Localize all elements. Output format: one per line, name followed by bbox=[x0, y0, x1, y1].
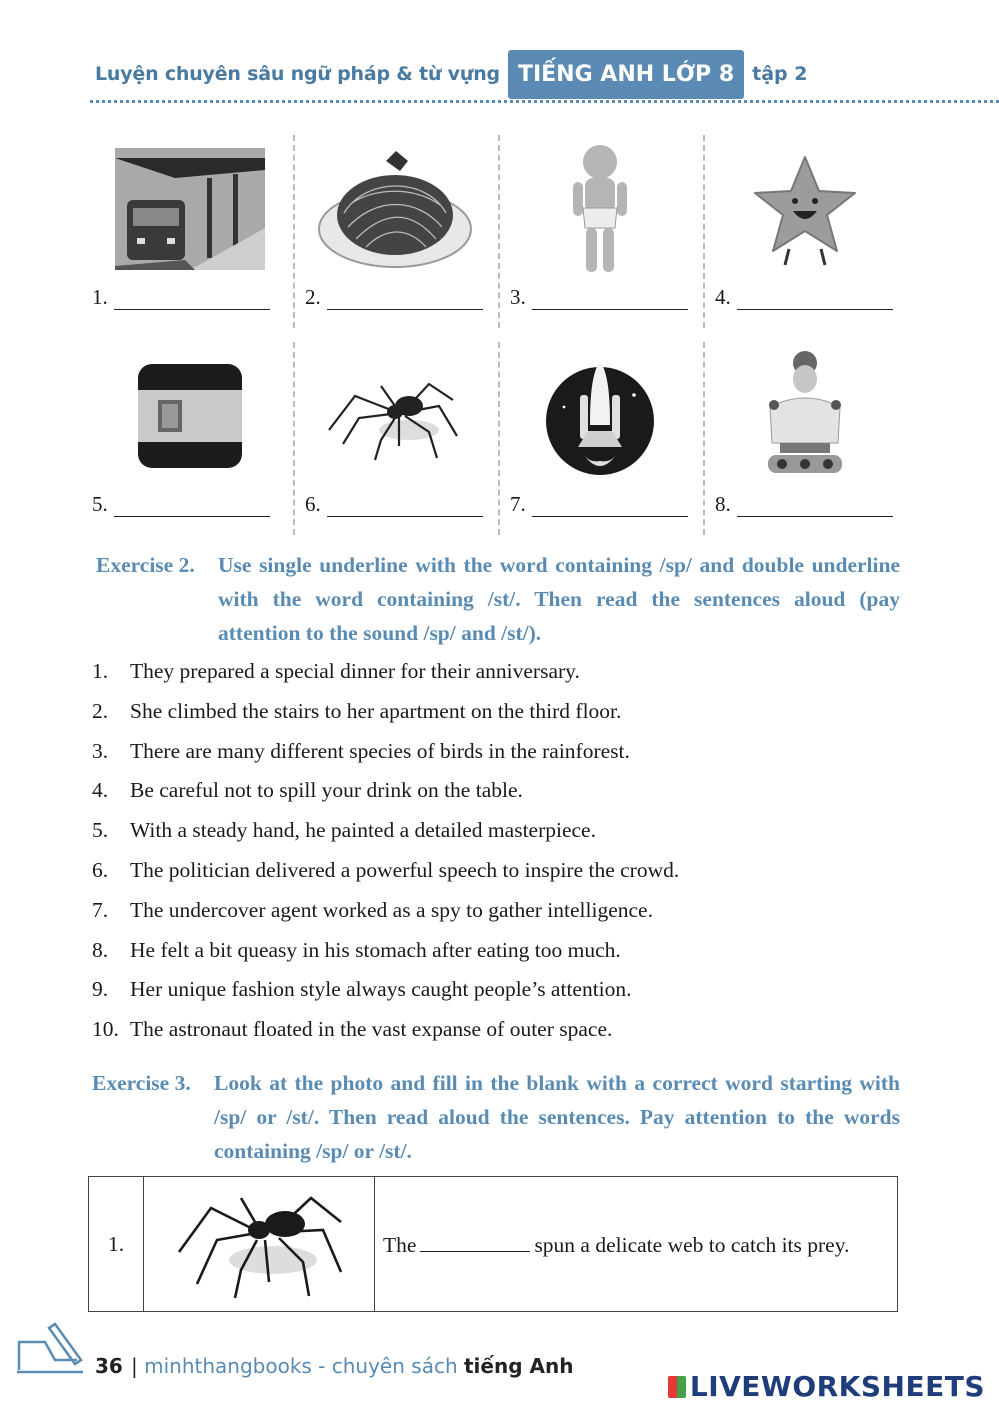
liveworksheets-watermark bbox=[668, 1370, 985, 1403]
spaghetti-icon bbox=[315, 139, 475, 279]
sentence-text: Be careful not to spill your drink on the table. bbox=[130, 778, 523, 803]
picture-cell bbox=[90, 342, 295, 549]
item-number: 8. bbox=[715, 492, 731, 516]
book-title-badge: TIẾNG ANH LỚP 8 bbox=[508, 50, 744, 99]
answer-blank[interactable] bbox=[737, 287, 893, 310]
brand-text: minhthangbooks - chuyên sách bbox=[144, 1354, 458, 1378]
list-item bbox=[92, 851, 679, 891]
list-item bbox=[92, 732, 679, 772]
spider-icon bbox=[145, 1178, 373, 1304]
answer-blank[interactable] bbox=[114, 287, 270, 310]
sentence-text: With a steady hand, he painted a detailed masterpiece. bbox=[130, 818, 596, 843]
picture-cell bbox=[500, 135, 705, 342]
sentence-number: 3. bbox=[92, 738, 109, 763]
sentence-start: The bbox=[383, 1232, 417, 1257]
answer-blank[interactable] bbox=[532, 494, 688, 517]
sentence-text: Her unique fashion style always caught people’s attention. bbox=[130, 977, 632, 1002]
statue-icon bbox=[725, 346, 885, 486]
answer-line bbox=[715, 492, 893, 517]
baby-icon bbox=[520, 139, 680, 279]
sentence-number: 4. bbox=[92, 778, 109, 803]
sentence-number: 9. bbox=[92, 977, 109, 1002]
exercise2-instruction: Use single underline with the word containing /sp/ and double underline with the word containing /st/. Then read the sentences aloud (pay attention to the sound /sp/ and /st/). bbox=[218, 553, 900, 645]
item-number: 4. bbox=[715, 285, 731, 309]
picture-cell bbox=[500, 342, 705, 549]
exercise2-label: Exercise 2. bbox=[96, 553, 195, 577]
train-station-icon bbox=[110, 139, 270, 279]
answer-blank[interactable] bbox=[532, 287, 688, 310]
list-item bbox=[92, 771, 679, 811]
sentence-number: 7. bbox=[92, 897, 109, 922]
picture-cell bbox=[295, 135, 500, 342]
exercise3-heading bbox=[92, 1066, 900, 1171]
sentence-number: 2. bbox=[92, 698, 109, 723]
picture-cell bbox=[705, 342, 910, 549]
answer-line bbox=[510, 285, 688, 310]
answer-line bbox=[305, 492, 483, 517]
sentence-text: The politician delivered a powerful speech to inspire the crowd. bbox=[130, 857, 680, 882]
page-header bbox=[95, 46, 807, 102]
item-number: 7. bbox=[510, 492, 526, 516]
picture-cell bbox=[705, 135, 910, 342]
item-number: 2. bbox=[305, 285, 321, 309]
item-number: 1. bbox=[92, 285, 108, 309]
answer-line bbox=[510, 492, 688, 517]
list-item bbox=[92, 931, 679, 971]
exercise3-label: Exercise 3. bbox=[92, 1071, 191, 1095]
star-icon bbox=[725, 139, 885, 279]
exercise3-table bbox=[88, 1176, 898, 1312]
watermark-text: LIVEWORKSHEETS bbox=[689, 1370, 985, 1403]
sentence-text: He felt a bit queasy in his stomach after eating too much. bbox=[130, 937, 621, 962]
answer-line bbox=[715, 285, 893, 310]
header-divider bbox=[90, 100, 999, 103]
picture-cell bbox=[90, 135, 295, 342]
exercise2-sentence-list bbox=[92, 652, 679, 1050]
exercise2-heading bbox=[96, 548, 900, 653]
sentence-text: The undercover agent worked as a spy to gather intelligence. bbox=[130, 897, 653, 922]
publisher-brand: | minhthangbooks - chuyên sách tiếng Anh bbox=[131, 1354, 574, 1378]
answer-blank[interactable] bbox=[327, 287, 483, 310]
list-item bbox=[92, 1010, 679, 1050]
answer-blank[interactable] bbox=[420, 1231, 530, 1252]
space-shuttle-icon bbox=[520, 346, 680, 486]
sentence-end: spun a delicate web to catch its prey. bbox=[534, 1232, 850, 1257]
answer-blank[interactable] bbox=[327, 494, 483, 517]
sentence-cell bbox=[375, 1177, 898, 1312]
list-item bbox=[92, 811, 679, 851]
sentence-text: The astronaut floated in the vast expanse of outer space. bbox=[130, 1017, 613, 1042]
sentence-number: 8. bbox=[92, 937, 109, 962]
sentence-number: 10. bbox=[92, 1017, 119, 1042]
list-item bbox=[92, 652, 679, 692]
writing-hand-icon bbox=[15, 1320, 87, 1380]
picture-row bbox=[90, 135, 910, 342]
item-number: 5. bbox=[92, 492, 108, 516]
brand-bold-text: tiếng Anh bbox=[463, 1354, 574, 1378]
sentence-number: 5. bbox=[92, 818, 109, 843]
list-item bbox=[92, 891, 679, 931]
item-number: 6. bbox=[305, 492, 321, 516]
item-number: 3. bbox=[510, 285, 526, 309]
list-item bbox=[92, 692, 679, 732]
sentence-text: There are many different species of birds in the rainforest. bbox=[130, 738, 630, 763]
picture-row bbox=[90, 342, 910, 549]
spain-flag-icon bbox=[110, 346, 270, 486]
photo-cell bbox=[144, 1177, 375, 1312]
list-item bbox=[92, 970, 679, 1010]
picture-cell bbox=[295, 342, 500, 549]
sentence-number: 6. bbox=[92, 857, 109, 882]
page-number: 36 bbox=[95, 1354, 123, 1378]
page-footer bbox=[15, 1320, 985, 1403]
picture-grid bbox=[90, 135, 910, 549]
answer-blank[interactable] bbox=[737, 494, 893, 517]
sentence-text: They prepared a special dinner for their anniversary. bbox=[130, 659, 580, 683]
book-subtitle: Luyện chuyên sâu ngữ pháp & từ vựng bbox=[95, 63, 500, 85]
sentence-text: She climbed the stairs to her apartment on the third floor. bbox=[130, 698, 622, 723]
sentence-number: 1. bbox=[92, 659, 109, 683]
answer-line bbox=[305, 285, 483, 310]
row-number: 1. bbox=[89, 1177, 144, 1312]
exercise3-instruction: Look at the photo and fill in the blank with a correct word starting with /sp/ or /st/. Then read aloud the sentences. Pay attention to the words containing /sp/ or /st/. bbox=[214, 1071, 900, 1163]
answer-line bbox=[92, 492, 270, 517]
liveworksheets-logo-icon bbox=[668, 1376, 686, 1398]
spider-icon bbox=[315, 346, 475, 486]
table-row bbox=[89, 1177, 898, 1312]
book-volume: tập 2 bbox=[752, 63, 808, 85]
answer-blank[interactable] bbox=[114, 494, 270, 517]
answer-line bbox=[92, 285, 270, 310]
